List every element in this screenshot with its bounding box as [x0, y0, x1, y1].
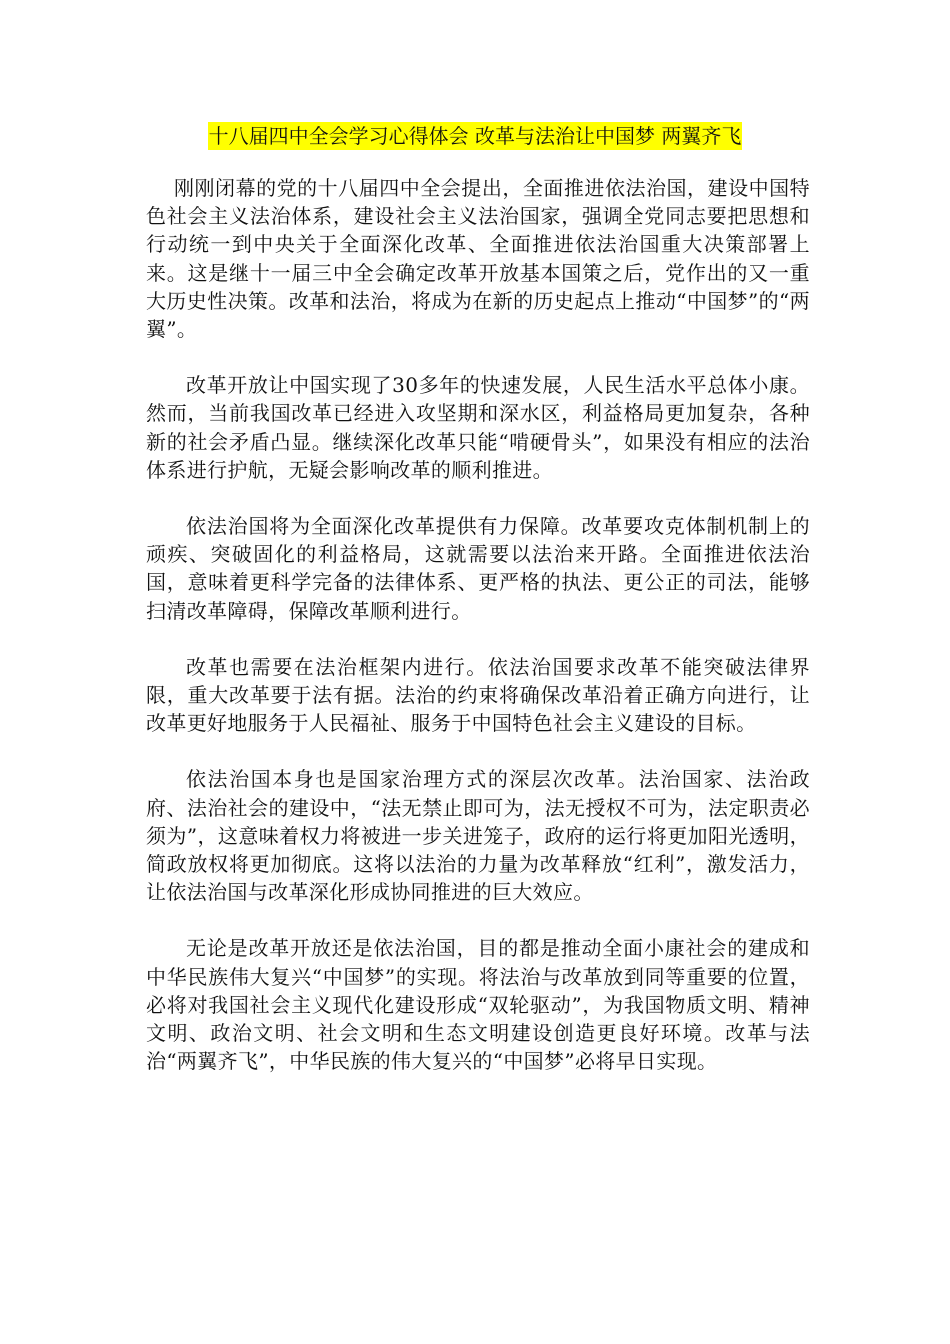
paragraph-3: 依法治国将为全面深化改革提供有力保障。改革要攻克体制机制上的顽疾、突破固化的利益格局，这就需要以法治来开路。全面推进依法治国，意味着更科学完备的法律体系、更严格的执法、更公正的司法，能够扫清改革障碍，保障改革顺利进行。 [146, 514, 810, 623]
title-container [0, 122, 950, 150]
document-title: 十八届四中全会学习心得体会 改革与法治让中国梦 两翼齐飞 [208, 124, 742, 148]
document-body [146, 174, 810, 1103]
paragraph-1: 刚刚闭幕的党的十八届四中全会提出，全面推进依法治国，建设中国特色社会主义法治体系，建设社会主义法治国家，强调全党同志要把思想和行动统一到中央关于全面深化改革、全面推进依法治国重大决策部署上来。这是继十一届三中全会确定改革开放基本国策之后，党作出的又一重大历史性决策。改革和法治，将成为在新的历史起点上推动“中国梦”的“两翼”。 [146, 176, 810, 342]
paragraph-5: 依法治国本身也是国家治理方式的深层次改革。法治国家、法治政府、法治社会的建设中，“法无禁止即可为，法无授权不可为，法定职责必须为”，这意味着权力将被进一步关进笼子，政府的运行将更加阳光透明，简政放权将更加彻底。这将以法治的力量为改革释放“红利”，激发活力，让依法治国与改革深化形成协同推进的巨大效应。 [146, 767, 810, 905]
paragraph-6: 无论是改革开放还是依法治国，目的都是推动全面小康社会的建成和中华民族伟大复兴“中国梦”的实现。将法治与改革放到同等重要的位置，必将对我国社会主义现代化建设形成“双轮驱动”，为我国物质文明、精神文明、政治文明、社会文明和生态文明建设创造更良好环境。改革与法治“两翼齐飞”，中华民族的伟大复兴的“中国梦”必将早日实现。 [146, 936, 810, 1074]
paragraph-4: 改革也需要在法治框架内进行。依法治国要求改革不能突破法律界限，重大改革要于法有据。法治的约束将确保改革沿着正确方向进行，让改革更好地服务于人民福祉、服务于中国特色社会主义建设的目标。 [146, 654, 810, 736]
paragraph-2: 改革开放让中国实现了30多年的快速发展，人民生活水平总体小康。然而，当前我国改革已经进入攻坚期和深水区，利益格局更加复杂，各种新的社会矛盾凸显。继续深化改革只能“啃硬骨头”，如果没有相应的法治体系进行护航，无疑会影响改革的顺利推进。 [146, 373, 810, 482]
